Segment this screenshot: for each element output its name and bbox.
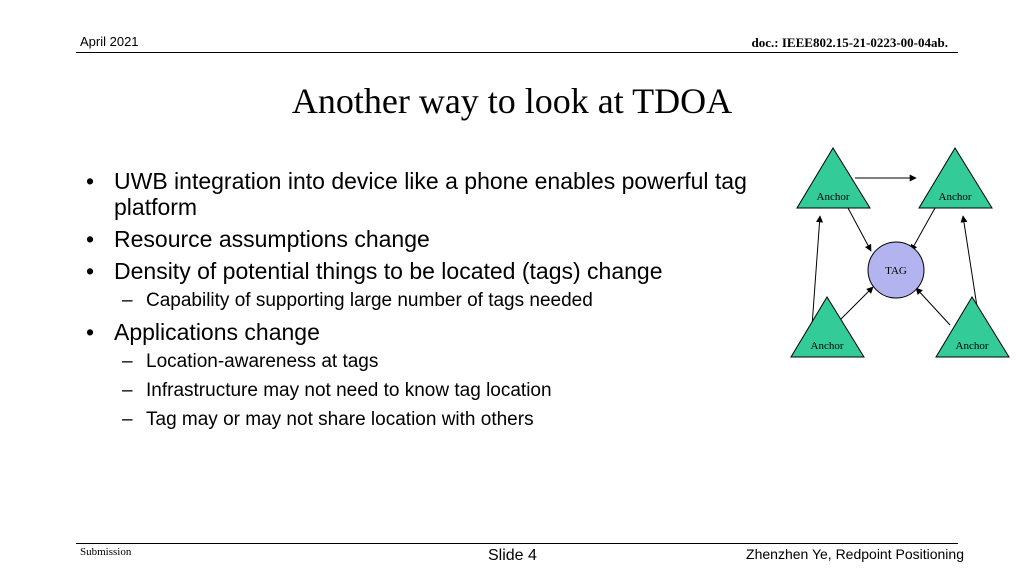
arrow-anchor-tr-to-tag bbox=[911, 208, 935, 251]
anchor-label: Anchor bbox=[955, 340, 989, 352]
slide-title: Another way to look at TDOA bbox=[291, 81, 733, 121]
anchor-bottom-left bbox=[791, 297, 864, 357]
bullet-list bbox=[86, 168, 766, 438]
subbullet-infrastructure: – Infrastructure may not need to know tag location bbox=[86, 380, 766, 402]
tag-node bbox=[868, 242, 924, 298]
anchor-label: Anchor bbox=[810, 340, 844, 352]
header-doc-id: doc.: IEEE802.15-21-0223-00-04ab. bbox=[751, 35, 948, 50]
bullet-uwb-integration: • UWB integration into device like a phone enables powerful tag platform bbox=[86, 168, 766, 220]
anchor-label: Anchor bbox=[938, 191, 972, 203]
footer-submission: Submission bbox=[80, 546, 132, 558]
anchor-top-right bbox=[919, 148, 992, 208]
header-date: April 2021 bbox=[80, 34, 139, 49]
bullet-applications-change: • Applications change bbox=[86, 319, 766, 345]
subbullet-large-number-tags: – Capability of supporting large number of tags needed bbox=[86, 290, 766, 312]
bullet-tag-density: • Density of potential things to be located (tags) change bbox=[86, 258, 766, 284]
subbullet-share-location: – Tag may or may not share location with others bbox=[86, 409, 766, 431]
footer-author: Zhenzhen Ye, Redpoint Positioning bbox=[746, 546, 964, 562]
tag-label: TAG bbox=[885, 265, 907, 277]
header-divider bbox=[76, 52, 958, 53]
anchor-label: Anchor bbox=[816, 191, 850, 203]
subbullet-location-awareness: – Location-awareness at tags bbox=[86, 351, 766, 373]
arrow-anchor-br-to-tag bbox=[916, 288, 950, 325]
anchor-tag-diagram bbox=[780, 140, 1020, 370]
footer-divider bbox=[76, 543, 958, 544]
anchor-bottom-right bbox=[936, 297, 1009, 357]
arrow-anchor-bl-to-tl bbox=[812, 216, 820, 326]
bullet-resource-assumptions: • Resource assumptions change bbox=[86, 226, 766, 252]
footer-slide-number: Slide 4 bbox=[488, 547, 537, 564]
arrow-anchor-tl-to-tag bbox=[848, 208, 871, 251]
